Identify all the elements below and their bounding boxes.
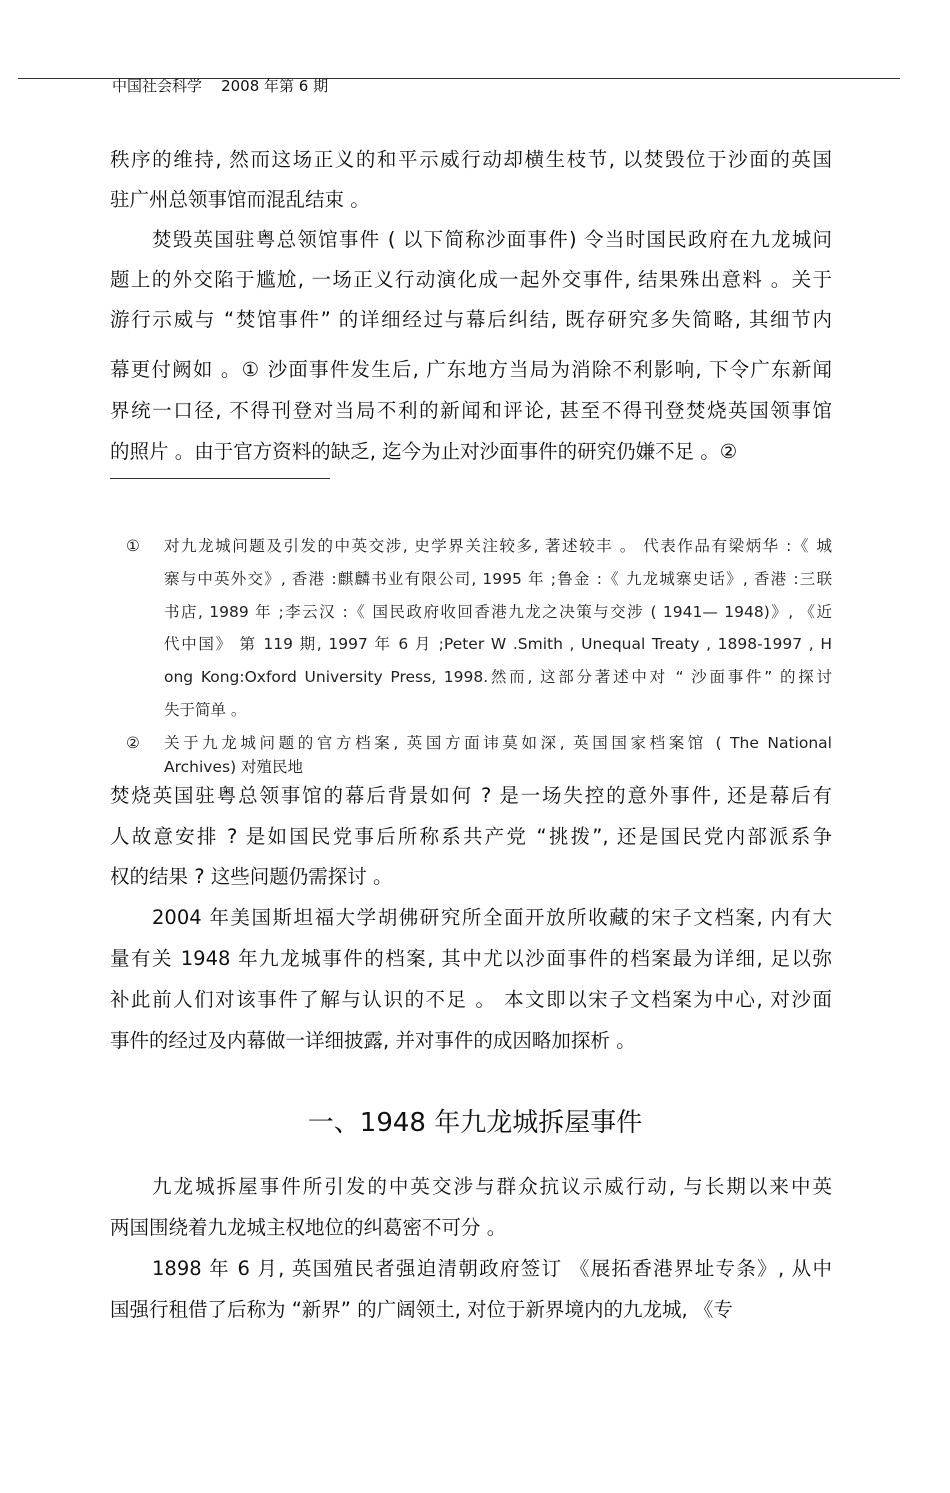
body-text-line: 权的结果 ? 这些问题仍需探讨 。 (110, 865, 393, 888)
body-text-line: 焚毁英国驻粤总领馆事件 ( 以下简称沙面事件) 令当时国民政府在九龙城问 (152, 228, 832, 251)
footnote-text-line: 代中国》 第 119 期, 1997 年 6 月 ;Peter W .Smith , Unequal Treaty , 1898-1997 , H (164, 635, 832, 653)
body-text-line: 量有关 1948 年九龙城事件的档案, 其中尤以沙面事件的档案最为详细, 足以弥 (110, 947, 832, 970)
body-text-line: 焚烧英国驻粤总领事馆的幕后背景如何 ? 是一场失控的意外事件, 还是幕后有 (110, 784, 832, 807)
body-text-line: 1898 年 6 月, 英国殖民者强迫清朝政府签订 《展拓香港界址专条》, 从中 (152, 1257, 832, 1280)
body-text-line: 事件的经过及内幕做一详细披露, 并对事件的成因略加探析 。 (110, 1029, 636, 1052)
footnote-rule (110, 478, 330, 479)
issue-number: 2008 年第 6 期 (221, 77, 329, 95)
footnote-marker: ② (126, 734, 140, 752)
footnote-text-line: 失于简单 。 (164, 701, 247, 719)
body-text-line: 补此前人们对该事件了解与认识的不足 。 本文即以宋子文档案为中心, 对沙面 (110, 988, 832, 1011)
body-text-line: 幕更付阙如 。① 沙面事件发生后, 广东地方当局为消除不利影响, 下令广东新闻 (110, 358, 832, 381)
footnote-text-line: 关于九龙城问题的官方档案, 英国方面讳莫如深, 英国国家档案馆 ( The National (164, 734, 832, 752)
journal-title: 中国社会科学 (112, 77, 203, 95)
body-text-line: 题上的外交陷于尴尬, 一场正义行动演化成一起外交事件, 结果殊出意料 。关于 (110, 268, 832, 291)
body-text-line: 人故意安排 ? 是如国民党事后所称系共产党 “挑拨”, 还是国民党内部派系争 (110, 825, 832, 848)
footnote-text-line: ong Kong:Oxford University Press, 1998.然而, 这部分著述中对 “ 沙面事件” 的探讨 (164, 668, 832, 686)
footnote-text-line: 对九龙城问题及引发的中英交涉, 史学界关注较多, 著述较丰 。 代表作品有梁炳华 :《 城 (164, 537, 832, 555)
running-header (112, 75, 328, 96)
body-text-line: 国强行租借了后称为 “新界” 的广阔领土, 对位于新界境内的九龙城, 《专 (110, 1298, 733, 1321)
body-text-line: 九龙城拆屋事件所引发的中英交涉与群众抗议示威行动, 与长期以来中英 (152, 1175, 832, 1198)
body-text-line: 2004 年美国斯坦福大学胡佛研究所全面开放所收藏的宋子文档案, 内有大 (152, 906, 832, 929)
body-text-line: 游行示威与 “焚馆事件” 的详细经过与幕后纠结, 既存研究多失简略, 其细节内 (110, 308, 832, 331)
body-text-line: 两国围绕着九龙城主权地位的纠葛密不可分 。 (110, 1216, 507, 1239)
body-text-line: 的照片 。由于官方资料的缺乏, 迄今为止对沙面事件的研究仍嫌不足 。② (110, 440, 738, 463)
footnote-marker: ① (126, 537, 140, 555)
body-text-line: 驻广州总领事馆而混乱结束 。 (110, 188, 370, 211)
footnote-text-line: 寨与中英外交》, 香港 :麒麟书业有限公司, 1995 年 ;鲁金 :《 九龙城寨史话》, 香港 :三联 (164, 570, 832, 588)
body-text-line: 秩序的维持, 然而这场正义的和平示威行动却横生枝节, 以焚毁位于沙面的英国 (110, 148, 832, 171)
body-text-line: 界统一口径, 不得刊登对当局不利的新闻和评论, 甚至不得刊登焚烧英国领事馆 (110, 399, 832, 422)
footnote-text-line: Archives) 对殖民地 (164, 758, 304, 776)
section-heading: 一、1948 年九龙城拆屋事件 (307, 1108, 643, 1138)
footnote-text-line: 书店, 1989 年 ;李云汉 :《 国民政府收回香港九龙之决策与交涉 ( 1941— 1948)》, 《近 (164, 603, 832, 621)
